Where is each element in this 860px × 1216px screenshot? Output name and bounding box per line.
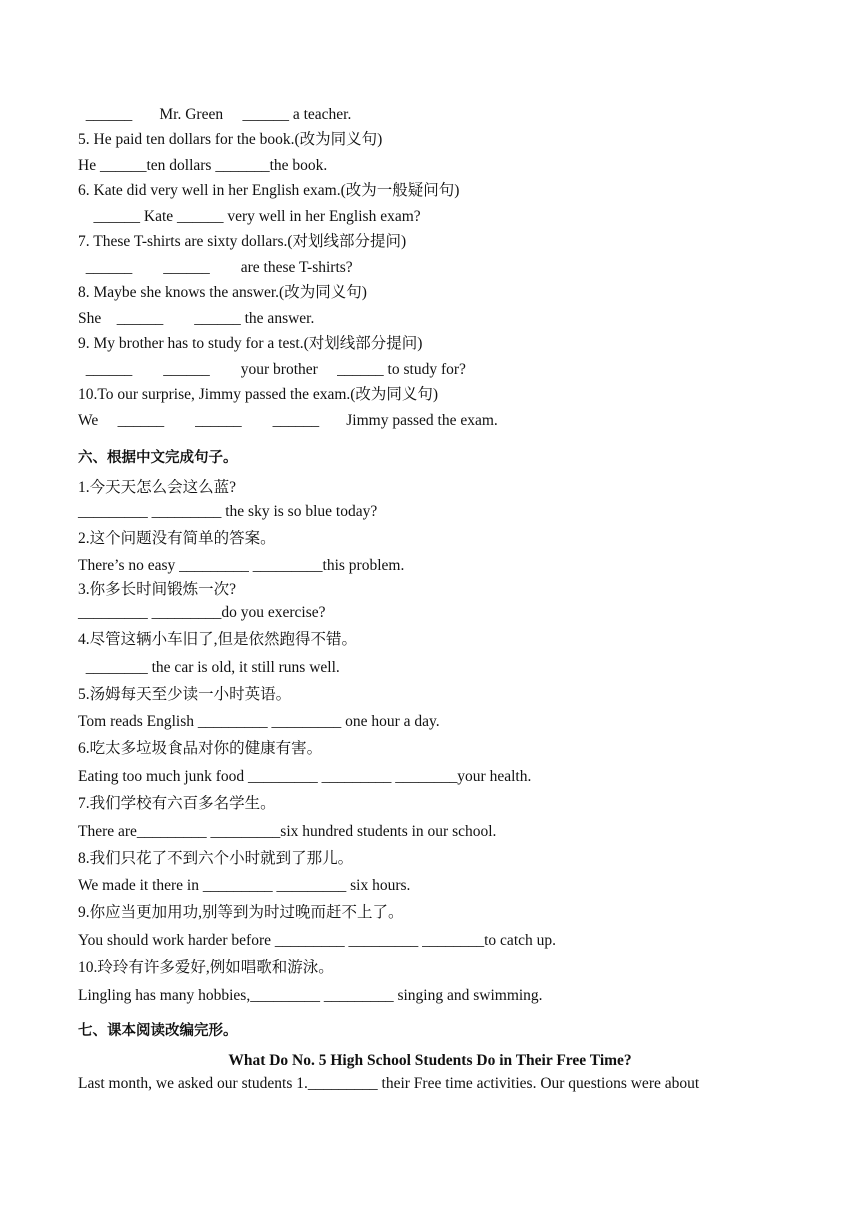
q10-prompt: 10.To our surprise, Jimmy passed the exam.(改为同义句): [78, 386, 439, 403]
s6-q2-chinese: 2.这个问题没有简单的答案。: [78, 530, 276, 547]
section-seven-heading: 七、课本阅读改编完形。: [78, 1023, 238, 1039]
q4-answer-line: ______ Mr. Green ______ a teacher.: [78, 106, 352, 123]
s6-q2-answer-line: There’s no easy _________ _________this problem.: [78, 557, 405, 574]
s6-q8-chinese: 8.我们只花了不到六个小时就到了那儿。: [78, 850, 354, 867]
s6-q3-answer-line: _________ _________do you exercise?: [78, 604, 326, 621]
s6-q1-answer-line: _________ _________ the sky is so blue today?: [78, 503, 378, 520]
q5-answer-line: He ______ten dollars _______the book.: [78, 157, 328, 174]
q10-answer-line: We ______ ______ ______ Jimmy passed the exam.: [78, 412, 498, 429]
s6-q7-answer-line: There are_________ _________six hundred students in our school.: [78, 823, 497, 840]
s6-q4-chinese: 4.尽管这辆小车旧了,但是依然跑得不错。: [78, 631, 358, 648]
s6-q7-chinese: 7.我们学校有六百多名学生。: [78, 795, 276, 812]
s6-q5-chinese: 5.汤姆每天至少读一小时英语。: [78, 686, 292, 703]
s6-q10-answer-line: Lingling has many hobbies,_________ _________ singing and swimming.: [78, 987, 543, 1004]
passage-title: What Do No. 5 High School Students Do in Their Free Time?: [228, 1052, 632, 1069]
s6-q8-answer-line: We made it there in _________ _________ six hours.: [78, 877, 411, 894]
q9-prompt: 9. My brother has to study for a test.(对划线部分提问): [78, 335, 423, 352]
q6-prompt: 6. Kate did very well in her English exam.(改为一般疑问句): [78, 182, 460, 199]
q7-prompt: 7. These T-shirts are sixty dollars.(对划线部分提问): [78, 233, 407, 250]
q6-answer-line: ______ Kate ______ very well in her English exam?: [78, 208, 421, 225]
s6-q3-chinese: 3.你多长时间锻炼一次?: [78, 581, 237, 598]
section-six-heading: 六、根据中文完成句子。: [78, 450, 238, 466]
s6-q6-chinese: 6.吃太多垃圾食品对你的健康有害。: [78, 740, 323, 757]
passage-first-line: Last month, we asked our students 1._________ their Free time activities. Our questions were about: [78, 1075, 700, 1092]
q5-prompt: 5. He paid ten dollars for the book.(改为同义句): [78, 131, 383, 148]
q7-answer-line: ______ ______ are these T-shirts?: [78, 259, 353, 276]
s6-q4-answer-line: ________ the car is old, it still runs well.: [78, 659, 340, 676]
q9-answer-line: ______ ______ your brother ______ to study for?: [78, 361, 466, 378]
q8-prompt: 8. Maybe she knows the answer.(改为同义句): [78, 284, 367, 301]
s6-q6-answer-line: Eating too much junk food _________ _________ ________your health.: [78, 768, 532, 785]
s6-q9-chinese: 9.你应当更加用功,别等到为时过晚而赶不上了。: [78, 904, 404, 921]
s6-q9-answer-line: You should work harder before _________ _________ ________to catch up.: [78, 932, 557, 949]
q8-answer-line: She ______ ______ the answer.: [78, 310, 315, 327]
s6-q1-chinese: 1.今天天怎么会这么蓝?: [78, 479, 237, 496]
s6-q10-chinese: 10.玲玲有许多爱好,例如唱歌和游泳。: [78, 959, 334, 976]
s6-q5-answer-line: Tom reads English _________ _________ one hour a day.: [78, 713, 440, 730]
